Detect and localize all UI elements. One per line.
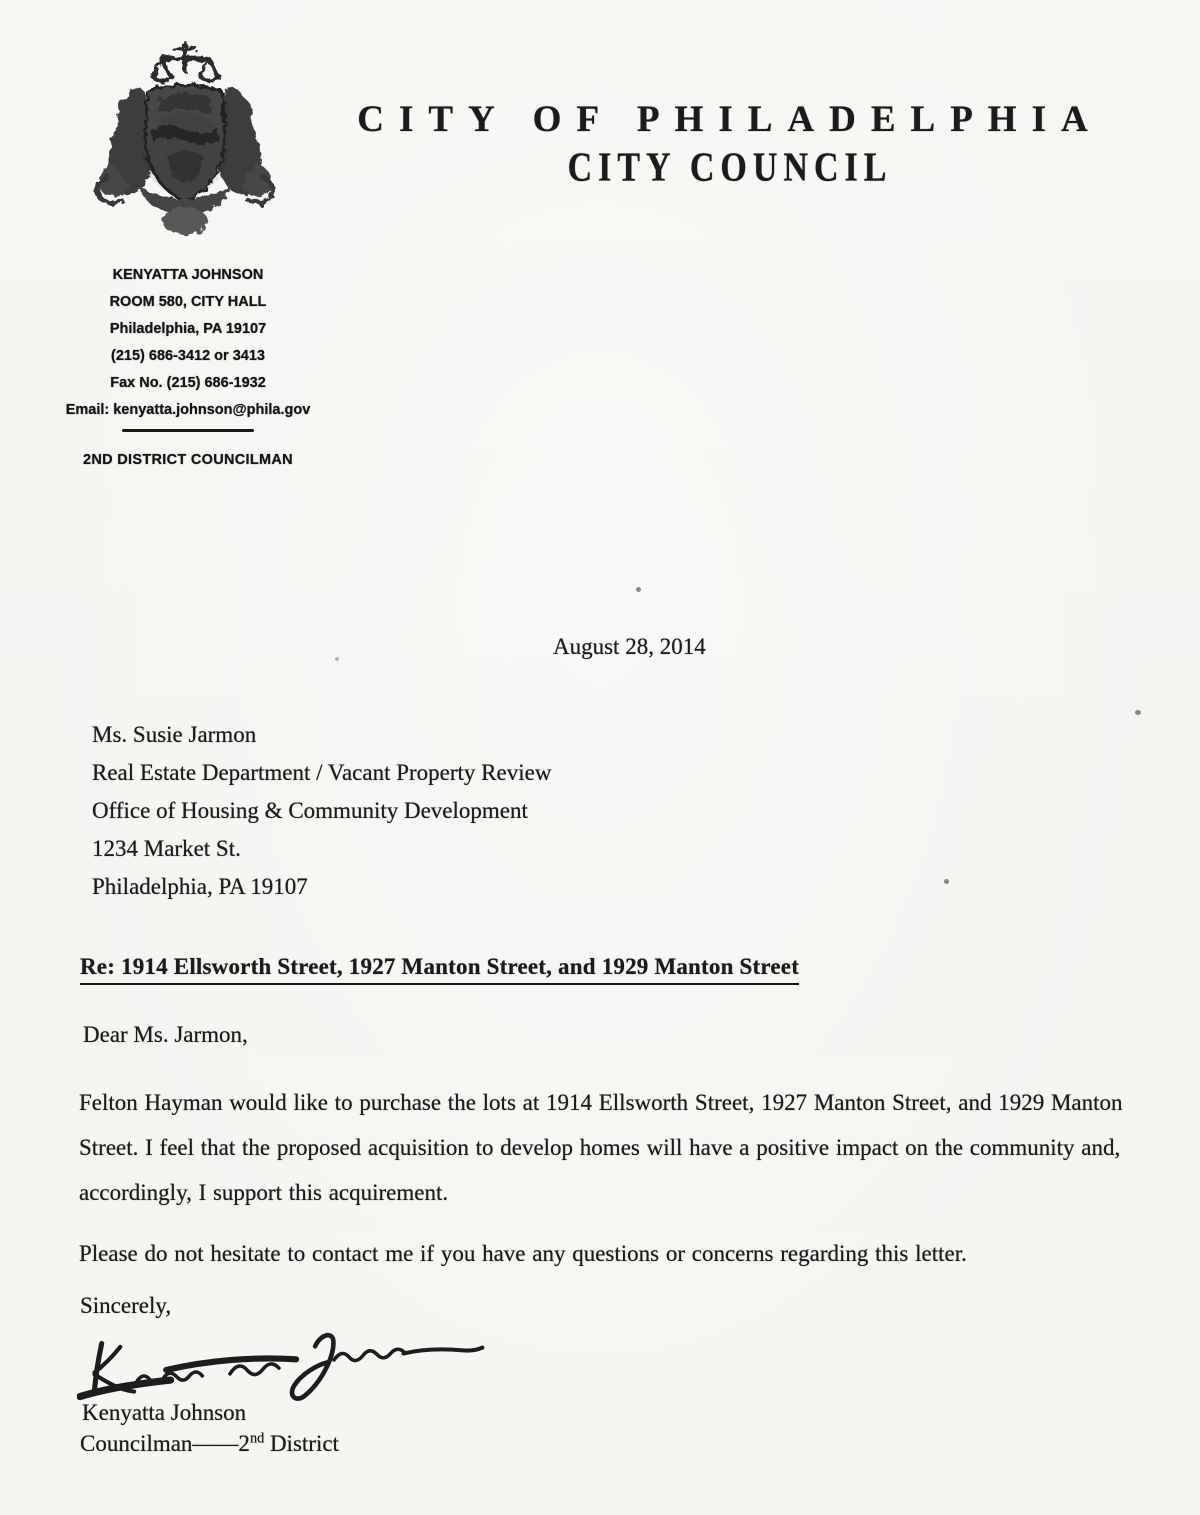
- contact-city: Philadelphia, PA 19107: [109, 321, 267, 337]
- contact-email: Email: kenyatta.johnson@phila.gov: [65, 402, 311, 418]
- scan-speck: [1135, 710, 1141, 715]
- recipient-street: 1234 Market St.: [92, 836, 241, 861]
- masthead-city-name: CITY OF PHILADELPHIA: [357, 99, 1103, 140]
- scan-speck: [636, 587, 641, 592]
- contact-divider: [122, 429, 254, 432]
- letter-date: August 28, 2014: [553, 634, 706, 659]
- contact-phone: (215) 686-3412 or 3413: [111, 348, 265, 364]
- letterhead-masthead: [300, 98, 1160, 191]
- recipient-city: Philadelphia, PA 19107: [92, 874, 308, 899]
- signer-title-suffix: District: [264, 1431, 339, 1456]
- signer-title-ordinal: nd: [249, 1430, 265, 1447]
- signer-title: [80, 1431, 339, 1457]
- district-label: 2ND DISTRICT COUNCILMAN: [83, 452, 293, 468]
- signer-title-prefix: Councilman——2: [80, 1431, 250, 1456]
- masthead-city-council: CITY COUNCIL: [567, 145, 893, 191]
- recipient-department: Real Estate Department / Vacant Property Review: [92, 760, 552, 785]
- closing: Sincerely,: [80, 1293, 172, 1318]
- recipient-office: Office of Housing & Community Development: [92, 798, 528, 823]
- scan-speck: [944, 879, 949, 884]
- scan-speck: [335, 657, 339, 661]
- philadelphia-seal-icon: [76, 36, 294, 241]
- recipient-name: Ms. Susie Jarmon: [92, 722, 257, 747]
- contact-fax: Fax No. (215) 686-1932: [110, 375, 266, 391]
- body-paragraph-1: Felton Hayman would like to purchase the lots at 1914 Ellsworth Street, 1927 Manton Street, and 1929 Manton Street. I feel that the proposed acquisition to develop homes will have a positive impact on the community and, accordingly, I support this acquirement.: [79, 1090, 1123, 1205]
- contact-room: ROOM 580, CITY HALL: [109, 294, 267, 310]
- salutation: Dear Ms. Jarmon,: [83, 1022, 248, 1047]
- signer-name: Kenyatta Johnson: [82, 1400, 247, 1425]
- councilman-contact-block: [38, 262, 338, 474]
- contact-name: KENYATTA JOHNSON: [112, 267, 264, 283]
- subject-line: Re: 1914 Ellsworth Street, 1927 Manton Street, and 1929 Manton Street: [80, 954, 799, 985]
- body-paragraph-2: Please do not hesitate to contact me if you have any questions or concerns regarding this letter.: [79, 1241, 967, 1266]
- recipient-address-block: [92, 716, 551, 906]
